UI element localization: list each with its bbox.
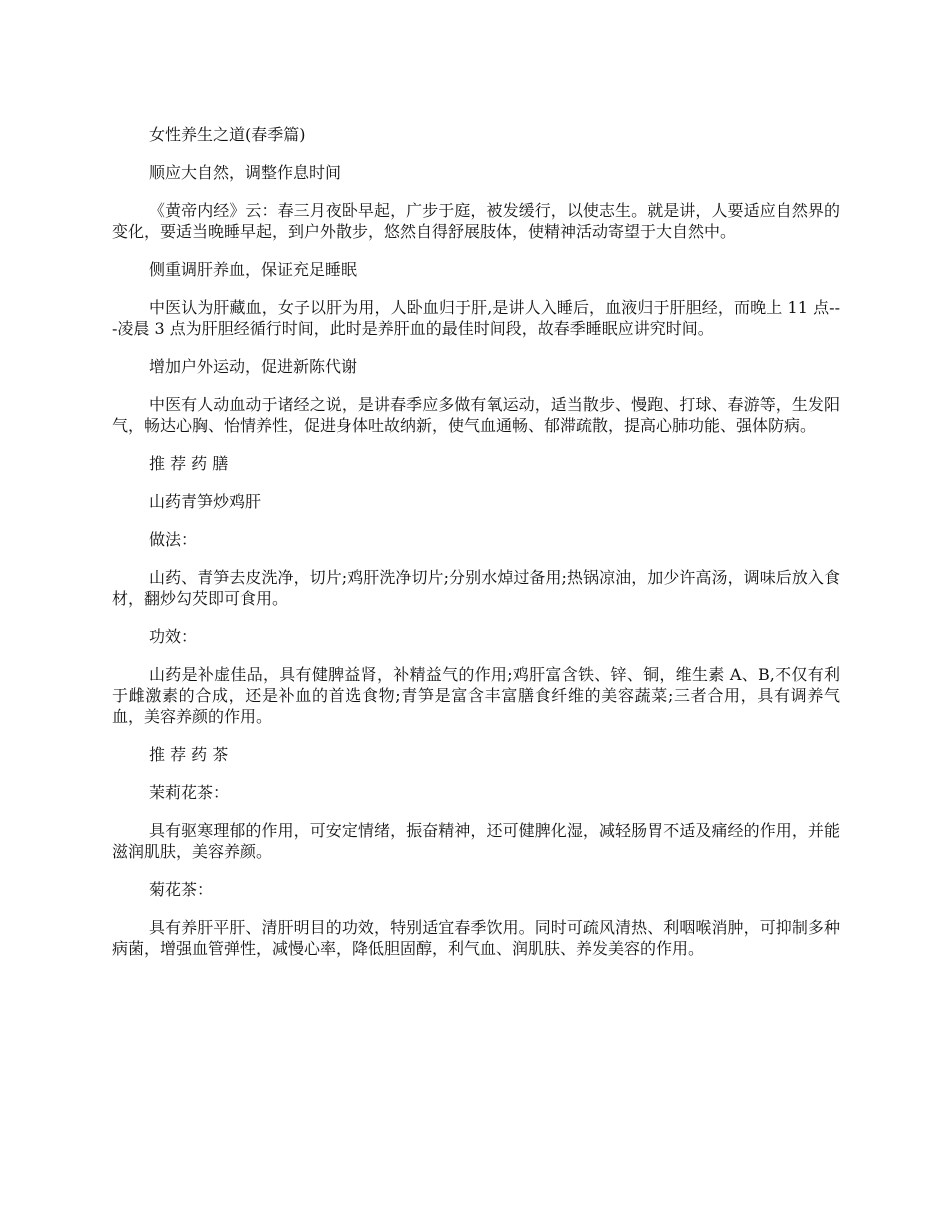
paragraph-method: 山药、青笋去皮洗净，切片;鸡肝洗净切片;分别水焯过备用;热锅凉油，加少许高汤，调味后放入食材，翻炒勾芡即可食用。 <box>112 568 840 608</box>
document-body <box>112 124 840 976</box>
dish-name: 山药青笋炒鸡肝 <box>149 492 262 511</box>
paragraph-chrysanthemum: 具有养肝平肝、清肝明目的功效，特别适宜春季饮用。同时可疏风清热、利咽喉消肿，可抑制多种病菌，增强血管弹性，减慢心率，降低胆固醇，利气血、润肌肤、养发美容的作用。 <box>112 918 840 958</box>
section-heading-schedule: 顺应大自然，调整作息时间 <box>149 163 342 182</box>
section-heading-liver-sleep: 侧重调肝养血，保证充足睡眠 <box>149 260 358 279</box>
paragraph-jasmine: 具有驱寒理郁的作用，可安定情绪，振奋精神，还可健脾化湿，减轻肠胃不适及痛经的作用，并能滋润肌肤，美容养颜。 <box>112 821 840 861</box>
paragraph-liver-sleep: 中医认为肝藏血，女子以肝为用，人卧血归于肝,是讲人入睡后，血液归于肝胆经，而晚上 11 点---凌晨 3 点为肝胆经循行时间，此时是养肝血的最佳时间段，故春季睡眠应讲究时间。 <box>112 298 840 338</box>
section-heading-recommended-dish: 推 荐 药 膳 <box>149 454 229 473</box>
section-heading-exercise: 增加户外运动，促进新陈代谢 <box>149 357 358 376</box>
tea-name-chrysanthemum: 菊花茶： <box>149 880 214 899</box>
paragraph-effect: 山药是补虚佳品，具有健脾益肾，补精益气的作用;鸡肝富含铁、锌、铜，维生素 A、B,不仅有利于雌激素的合成，还是补血的首选食物;青笋是富含丰富膳食纤维的美容蔬菜;三者合用，具有调养气血，美容养颜的作用。 <box>112 665 840 726</box>
tea-name-jasmine: 茉莉花茶： <box>149 783 230 802</box>
section-heading-recommended-tea: 推 荐 药 茶 <box>149 745 229 764</box>
method-label: 做法： <box>149 530 198 549</box>
paragraph-exercise: 中医有人动血动于诸经之说，是讲春季应多做有氧运动，适当散步、慢跑、打球、春游等，生发阳气，畅达心胸、怡情养性，促进身体吐故纳新，使气血通畅、郁滞疏散，提高心肺功能、强体防病。 <box>112 395 840 435</box>
paragraph-schedule: 《黄帝内经》云：春三月夜卧早起，广步于庭，被发缓行，以使志生。就是讲，人要适应自然界的变化，要适当晚睡早起，到户外散步，悠然自得舒展肢体，使精神活动寄望于大自然中。 <box>112 201 840 241</box>
document-title: 女性养生之道(春季篇) <box>149 125 306 144</box>
effect-label: 功效： <box>149 627 198 646</box>
